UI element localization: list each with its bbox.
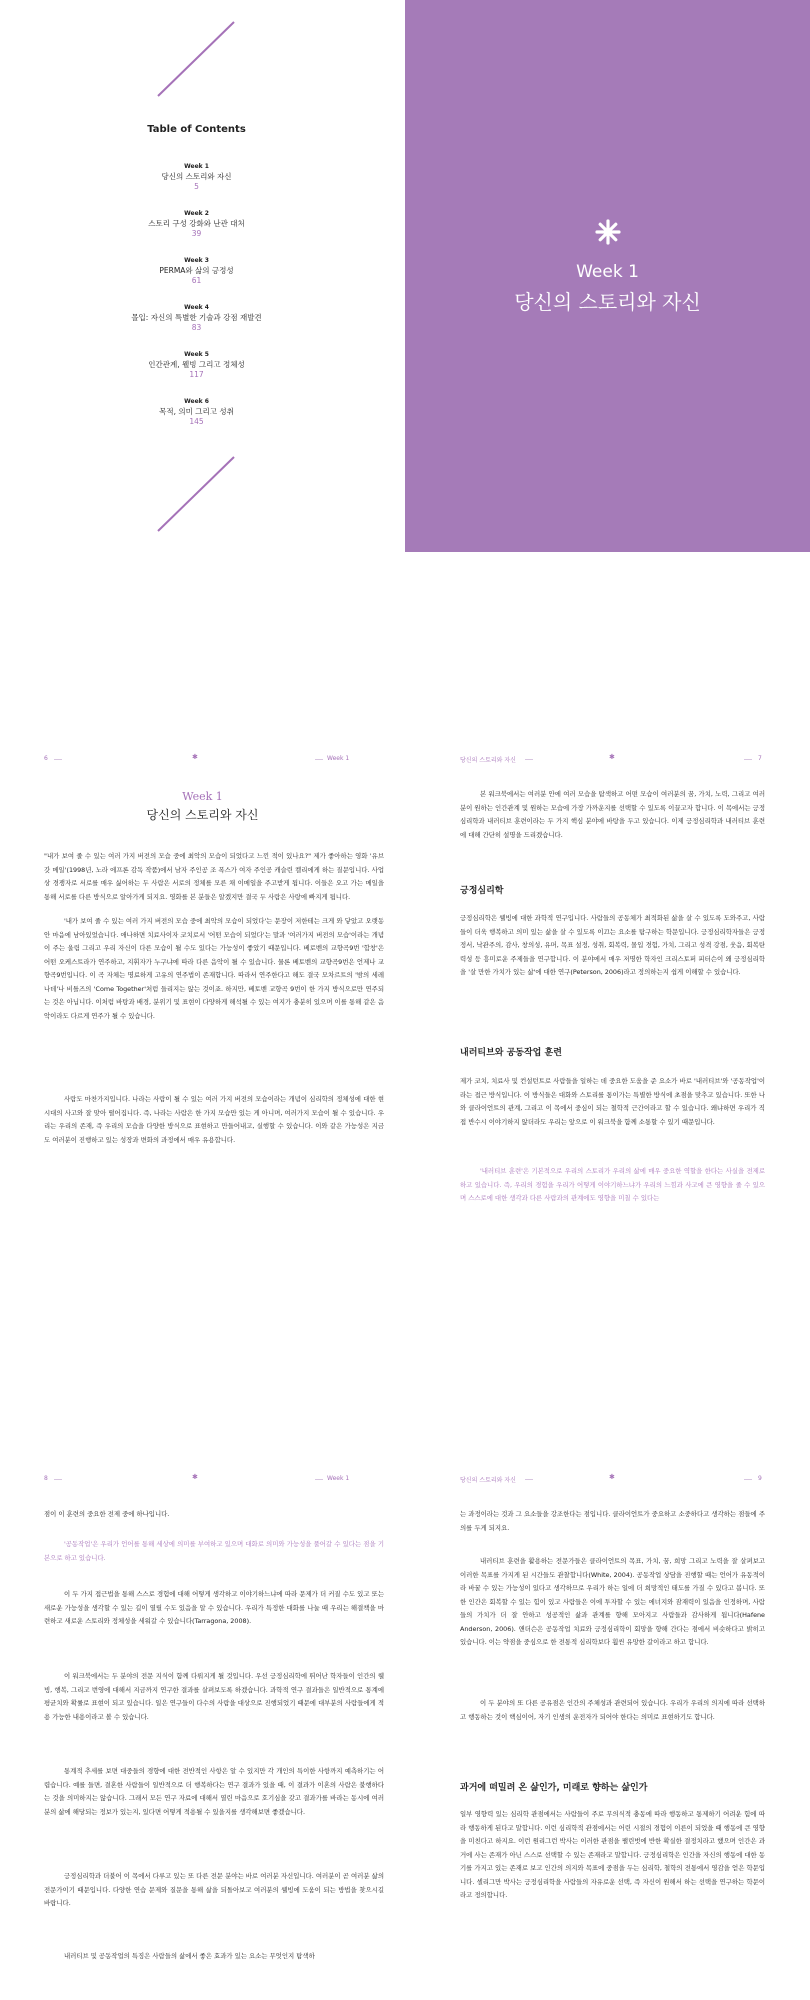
toc-page-number: 145 — [189, 417, 204, 426]
toc-week: Week 6 — [184, 398, 209, 405]
asterisk-icon — [594, 218, 622, 246]
paragraph: 사람도 마찬가지입니다. 나라는 사람이 될 수 있는 여러 가지 버전의 모습이라는 개념이 심리학의 정체성에 대한 현 시대의 사고와 잘 맞아 떨어집니다. 즉, 나라는 사람은 한 가지 모습만 있는 게 아니며, 여러가지 모습이 될 수 있습니다. 우리는 우리의 존재, 즉 우리의 모습을 다양한 방식으로 표현하고 만들어내고, 실행할 수 있습니다. 이와 같은 가능성은 지금도 여러분이 진행하고 있는 성장과 변화의 과정에서 매우 유용합니다. — [44, 1095, 384, 1144]
toc-page-number: 39 — [191, 229, 202, 238]
chapter-cover — [405, 0, 810, 552]
header-rule — [54, 759, 62, 760]
asterisk-icon: ✱ — [609, 1473, 615, 1481]
paragraph: "내가 보여 줄 수 있는 여러 가지 버전의 모습 중에 최악의 모습이 되었다고 느낀 적이 있나요?" 제가 좋아하는 영화 '유브 갓 메일'(1998년, 노라 에프론 감독 작품)에서 남자 주인공 조 폭스가 여자 주인공 캐슬린 켈리에게 하는 질문입니다. 사업상 경쟁자로 서로를 매우 싫어하는 두 사람은 서로의 정체를 모른 채 이메일을 주고받게 됩니다. 이들은 오고 가는 메일을 통해 서로를 다른 방식으로 알아가게 되지요. 영화를 본 분들은 알겠지만 결국 두 사람은 사랑에 빠지게 됩니다. — [44, 852, 384, 901]
toc-week: Week 2 — [184, 210, 209, 217]
decorative-slash-top — [156, 20, 236, 98]
paragraph: 내러티브 및 공동작업의 특징은 사람들의 삶에서 좋은 효과가 있는 요소는 무엇인지 탐색하 — [64, 1952, 315, 1960]
toc-name: 몰입: 자신의 특별한 기술과 강점 재발견 — [131, 313, 262, 322]
toc-entry[interactable] — [0, 162, 393, 192]
toc-name: 스토리 구성 강화와 난관 대처 — [148, 219, 245, 228]
highlighted-paragraph: '내러티브 훈련'은 기본적으로 우리의 스토리가 우리의 삶에 매우 중요한 역할을 한다는 사실을 전제로 하고 있습니다. 즉, 우리의 경험을 우리가 어떻게 이야기하느냐가 우리의 느낌과 사고에 큰 영향을 줄 수 있으며 스스로에 대한 생각과 다른 사람과의 관계에도 영향을 미칠 수 있다는 — [460, 1167, 765, 1202]
header-rule — [525, 1479, 533, 1480]
cover-week-label: Week 1 — [576, 262, 639, 282]
cover-title: 당신의 스토리와 자신 — [514, 290, 701, 314]
paragraph: 통계적 추세를 보면 대중들의 경향에 대한 전반적인 사항은 알 수 있지만 각 개인의 특이한 사항까지 예측하기는 어렵습니다. 예를 들면, 결혼한 사람들이 일반적으로 더 행복하다는 연구 결과가 있을 때, 이 결과가 이혼의 사람은 불행하다는 것을 의미하지는 않습니다. 그래서 모든 연구 자료에 대해서 열린 마음으로 호기심을 갖고 결과가를 바라는 동시에 여러분의 삶에 해당되는 정보가 있는지, 있다면 어떻게 적용될 수 있을지를 생각해보면 좋겠습니다. — [44, 1767, 384, 1816]
toc-entry[interactable] — [0, 303, 393, 333]
paragraph: 이 워크북에서는 두 분야의 전문 지식이 함께 다뤄지게 될 것입니다. 우선 긍정심리학에 뛰어난 학자들이 인간의 웰빙, 행복, 그리고 번영에 대해서 지금까지 연구한 결과를 살펴보도록 하겠습니다. 과학적 연구 결과들은 일반적으로 통계에 평균치와 확률로 표현이 되고 있습니다. 일은 연구들이 다수의 사람을 대상으로 진행되었기 때문에 대부분의 사람들에게 적용 가능한 내용이라고 볼 수 있습니다. — [44, 1672, 384, 1721]
paragraph: 이 두 가지 접근법을 통해 스스로 경험에 대해 어떻게 생각하고 이야기하느냐에 따라 문제가 더 커질 수도 있고 또는 새로운 가능성을 생각할 수 있는 길이 열릴 수도 있음을 알 수 있습니다. 우리가 특정한 대화를 나눌 때 우리는 해결책을 마련하고 새로운 스토리와 정체성을 세워갈 수 있습니다(Tarragona, 2008). — [44, 1590, 384, 1625]
page-number: 9 — [758, 1475, 762, 1482]
toc-name: 인간관계, 웰빙 그리고 정체성 — [148, 360, 245, 369]
chapter-week-label: Week 1 — [182, 790, 223, 803]
section-heading: 내러티브와 공동작업 훈련 — [460, 1048, 562, 1058]
page-number: 6 — [44, 755, 48, 762]
header-rule — [315, 759, 323, 760]
toc-week: Week 1 — [184, 163, 209, 170]
page-number: 7 — [758, 755, 762, 762]
asterisk-icon: ✱ — [609, 753, 615, 761]
toc-entry[interactable] — [0, 256, 393, 286]
asterisk-icon: ✱ — [192, 753, 198, 761]
header-rule — [525, 759, 533, 760]
paragraph: 본 워크북에서는 여러분 안에 여러 모습을 탐색하고 어떤 모습이 여러분의 꿈, 가치, 노력, 그리고 여러분이 원하는 인간관계 및 원하는 모습에 가장 가까운지를 선택할 수 있도록 이끌고자 합니다. 이 목에서는 긍정심리학과 내러티브 훈련이라는 두 가지 핵심 분야에 바탕을 두고 있습니다. 이제 긍정심리학과 내러티브 훈련에 대해 간단히 설명을 드리겠습니다. — [460, 790, 765, 839]
toc-name: 당신의 스토리와 자신 — [161, 172, 232, 181]
toc-name: PERMA와 삶의 긍정성 — [159, 266, 234, 275]
toc-entry[interactable] — [0, 209, 393, 239]
toc-week: Week 4 — [184, 304, 209, 311]
toc-entry[interactable] — [0, 350, 393, 380]
decorative-slash-bottom — [156, 455, 236, 533]
running-head: 당신의 스토리와 자신 — [460, 757, 516, 764]
toc-page-number: 83 — [191, 323, 202, 332]
toc-page-number: 61 — [191, 276, 202, 285]
toc-entry[interactable] — [0, 397, 393, 427]
toc-page-number: 117 — [189, 370, 204, 379]
paragraph: 는 과정이라는 것과 그 요소들을 강조한다는 점입니다. 클라이언트가 중요하고 소중하다고 생각하는 점들에 주의를 두게 되지요. — [460, 1510, 765, 1532]
toc-week: Week 5 — [184, 351, 209, 358]
header-rule — [744, 759, 752, 760]
header-rule — [744, 1479, 752, 1480]
paragraph: '내가 보여 줄 수 있는 여러 가지 버전의 모습 중에 최악의 모습이 되었다'는 문장이 저한테는 크게 와 닿았고 오랫동안 마음에 남아있었습니다. 애나하면 치료사이자 코치로서 '어떤 모습이 되었다'는 말과 '여러가지 버전의 모습'이라는 개념이 주는 울림 그리고 우리 자신이 다른 모습이 될 수도 있다는 가능성이 좋았기 때문입니다. 베로벤의 교향곡9번 '합창'은 어떤 오케스트라가 연주하고, 지휘자가 누구냐에 따라 다른 음악이 될 수 있습니다. 물론 베토벤의 교향곡9번은 언제나 교향곡9번입니다. 이 곡 자체는 명료하게 고유의 연주법이 존재합니다. 따라서 연주한다고 해도 결국 모차르트의 '밤의 세레나데'나 비틀즈의 'Come Together'처럼 들리지는 않는 것이죠. 하지만, 베토벤 교향곡 9번이 한 가지 방식으로만 연주되는 것은 아닙니다. 이처럼 바탕과 배경, 분위기 및 표현이 다양하게 해석될 수 있는 여지가 충분히 있으며 이를 통해 같은 음악이라도 다르게 연주가 될 수 있습니다. — [44, 917, 384, 1020]
paragraph: 제가 코치, 치료사 및 컨설턴트로 사람들을 일하는 데 중요한 도움을 준 요소가 바로 '내러티브'와 '공동작업'이라는 접근 방식입니다. 이 방식들은 대화와 스토리를 통이가는 특별한 방식에 초점을 맞추고 있습니다. 또한 나와 클라이언트의 관계, 그리고 이 목에서 중심이 되는 철학적 근간이라고 할 수 있습니다. 왜냐하면 우리가 직접 반수시 이야기하지 않더라도 우리는 앞으로 이 워크북을 함께 소통할 수 있기 때문입니다. — [460, 1077, 765, 1126]
running-head: Week 1 — [327, 1475, 350, 1482]
paragraph: 이 두 분야의 또 다른 공유점은 인간의 주체성과 관련되어 있습니다. 우리가 우리의 의지에 따라 선택하고 행동하는 것이 핵심이어, 자기 인생의 운전자가 되어야 한다는 의미로 표현하기도 합니다. — [460, 1699, 765, 1721]
paragraph: 점이 이 훈련의 중요한 전제 중에 하나입니다. — [44, 1510, 170, 1518]
paragraph: 일부 영향력 있는 심리학 관점에서는 사람들이 주로 무의식적 충동에 따라 행동하고 통제하기 어려운 힘에 따라 행동하게 된다고 말합니다. 이런 심리학적 관점에서는 어린 시절의 경험이 이른이 되었을 때 행동에 큰 영향을 미친다고 하지요. 이런 원리그런 박사는 이러한 관점을 팰린벗에 반한 확실한 결정치라고 했으며 인간은 과거에 사는 존재가 아닌 스스로 선택할 수 있는 존재라고 말합니다. 긍정심리학은 인간을 자신의 행동에 대한 동기를 가지고 있는 존재로 보고 인간의 의지와 목표에 중점을 두는 심리학, 철학의 전통에서 영감을 얻은 학문입니다. 셀리그만 박사는 긍정심리학을 사람들의 자유로운 선택, 즉 자신이 원해서 하는 선택을 연구하는 학문이라고 정의합니다. — [460, 1810, 765, 1899]
toc-title: Table of Contents — [147, 124, 246, 135]
highlighted-paragraph: '공동작업'은 우리가 언어를 통해 세상에 의미를 부여하고 있으며 대화로 의미와 가능성을 풀어갈 수 있다는 점을 기본으로 하고 있습니다. — [44, 1540, 384, 1562]
toc-page — [0, 0, 405, 552]
header-rule — [315, 1479, 323, 1480]
asterisk-icon: ✱ — [192, 1473, 198, 1481]
section-heading: 긍정심리학 — [460, 886, 504, 896]
section-heading: 과거에 떠밀려 온 삶인가, 미래로 향하는 삶인가 — [460, 1783, 648, 1793]
chapter-title: 당신의 스토리와 자신 — [146, 808, 259, 822]
paragraph: 긍정심리학은 웰빙에 대한 과학적 연구입니다. 사람들의 공동체가 최적화된 삶을 살 수 있도록 도와주고, 사람들이 더욱 행복하고 의미 있는 삶을 살 수 있도록 이끄는 요소를 탐구하는 학문입니다. 긍정심리학자들은 긍정정서, 낙관주의, 감사, 창의성, 유머, 목표 설정, 성취, 회복력, 몰입 경험, 가치, 그리고 성격 강점, 웃음, 회복탄력성 등 흥미로운 주제들을 연구합니다. 이 분야에서 매우 저명한 학자인 크리스토퍼 피터슨이 왜 긍정심리학을 '살 만한 가치가 있는 삶'에 대한 연구(Peterson, 2006)라고 정의하는지 쉽게 이해할 수 있습니다. — [460, 914, 765, 976]
header-rule — [54, 1479, 62, 1480]
paragraph: 긍정심리학과 더불어 이 목에서 다루고 있는 또 다른 전문 분야는 바로 여러분 자신입니다. 여러분이 곧 여러분 삶의 전문가이기 때문입니다. 다양한 연습 문제와 질문을 통해 삶을 되돌아보고 여러분의 웰빙에 도움이 되는 방법을 찾으시길 바랍니다. — [44, 1872, 384, 1907]
page-number: 8 — [44, 1475, 48, 1482]
toc-name: 목적, 의미 그리고 성취 — [159, 407, 234, 416]
running-head: 당신의 스토리와 자신 — [460, 1477, 516, 1484]
toc-page-number: 5 — [194, 182, 199, 191]
running-head: Week 1 — [327, 755, 350, 762]
paragraph: 내러티브 훈련을 활용하는 전문가들은 클라이언트의 목표, 가치, 꿈, 희망 그리고 노력을 잘 살펴보고 이러한 목표를 가지게 된 시간들도 관찰합니다(White, 2004). 공동작업 상담을 진행할 때는 언어가 유동적이라 바꿀 수 있는 가능성이 있다고 생각하므로 우리가 하는 일에 더 희망적인 태도를 가질 수 있다고 봅니다. 또한 인간은 회복할 수 있는 힘이 있고 사람들은 이에 투자할 수 있는 에너지와 잠재력이 있음을 인정하며, 사람들의 가치가 더 잘 안하고 성공적인 삶과 관계를 향해 모아지고 사람들과 감사하게 됩니다(Hafene Anderson, 2006). 앤더슨은 공동작업 치료와 긍정심리학이 회망을 향해 간다는 점에서 비슷하다고 밝히고 있습니다. 이는 약점을 중심으로 한 전통적 심리학보다 훨씬 유망한 갈이라고 하고 합니다. — [460, 1557, 765, 1646]
toc-week: Week 3 — [184, 257, 209, 264]
